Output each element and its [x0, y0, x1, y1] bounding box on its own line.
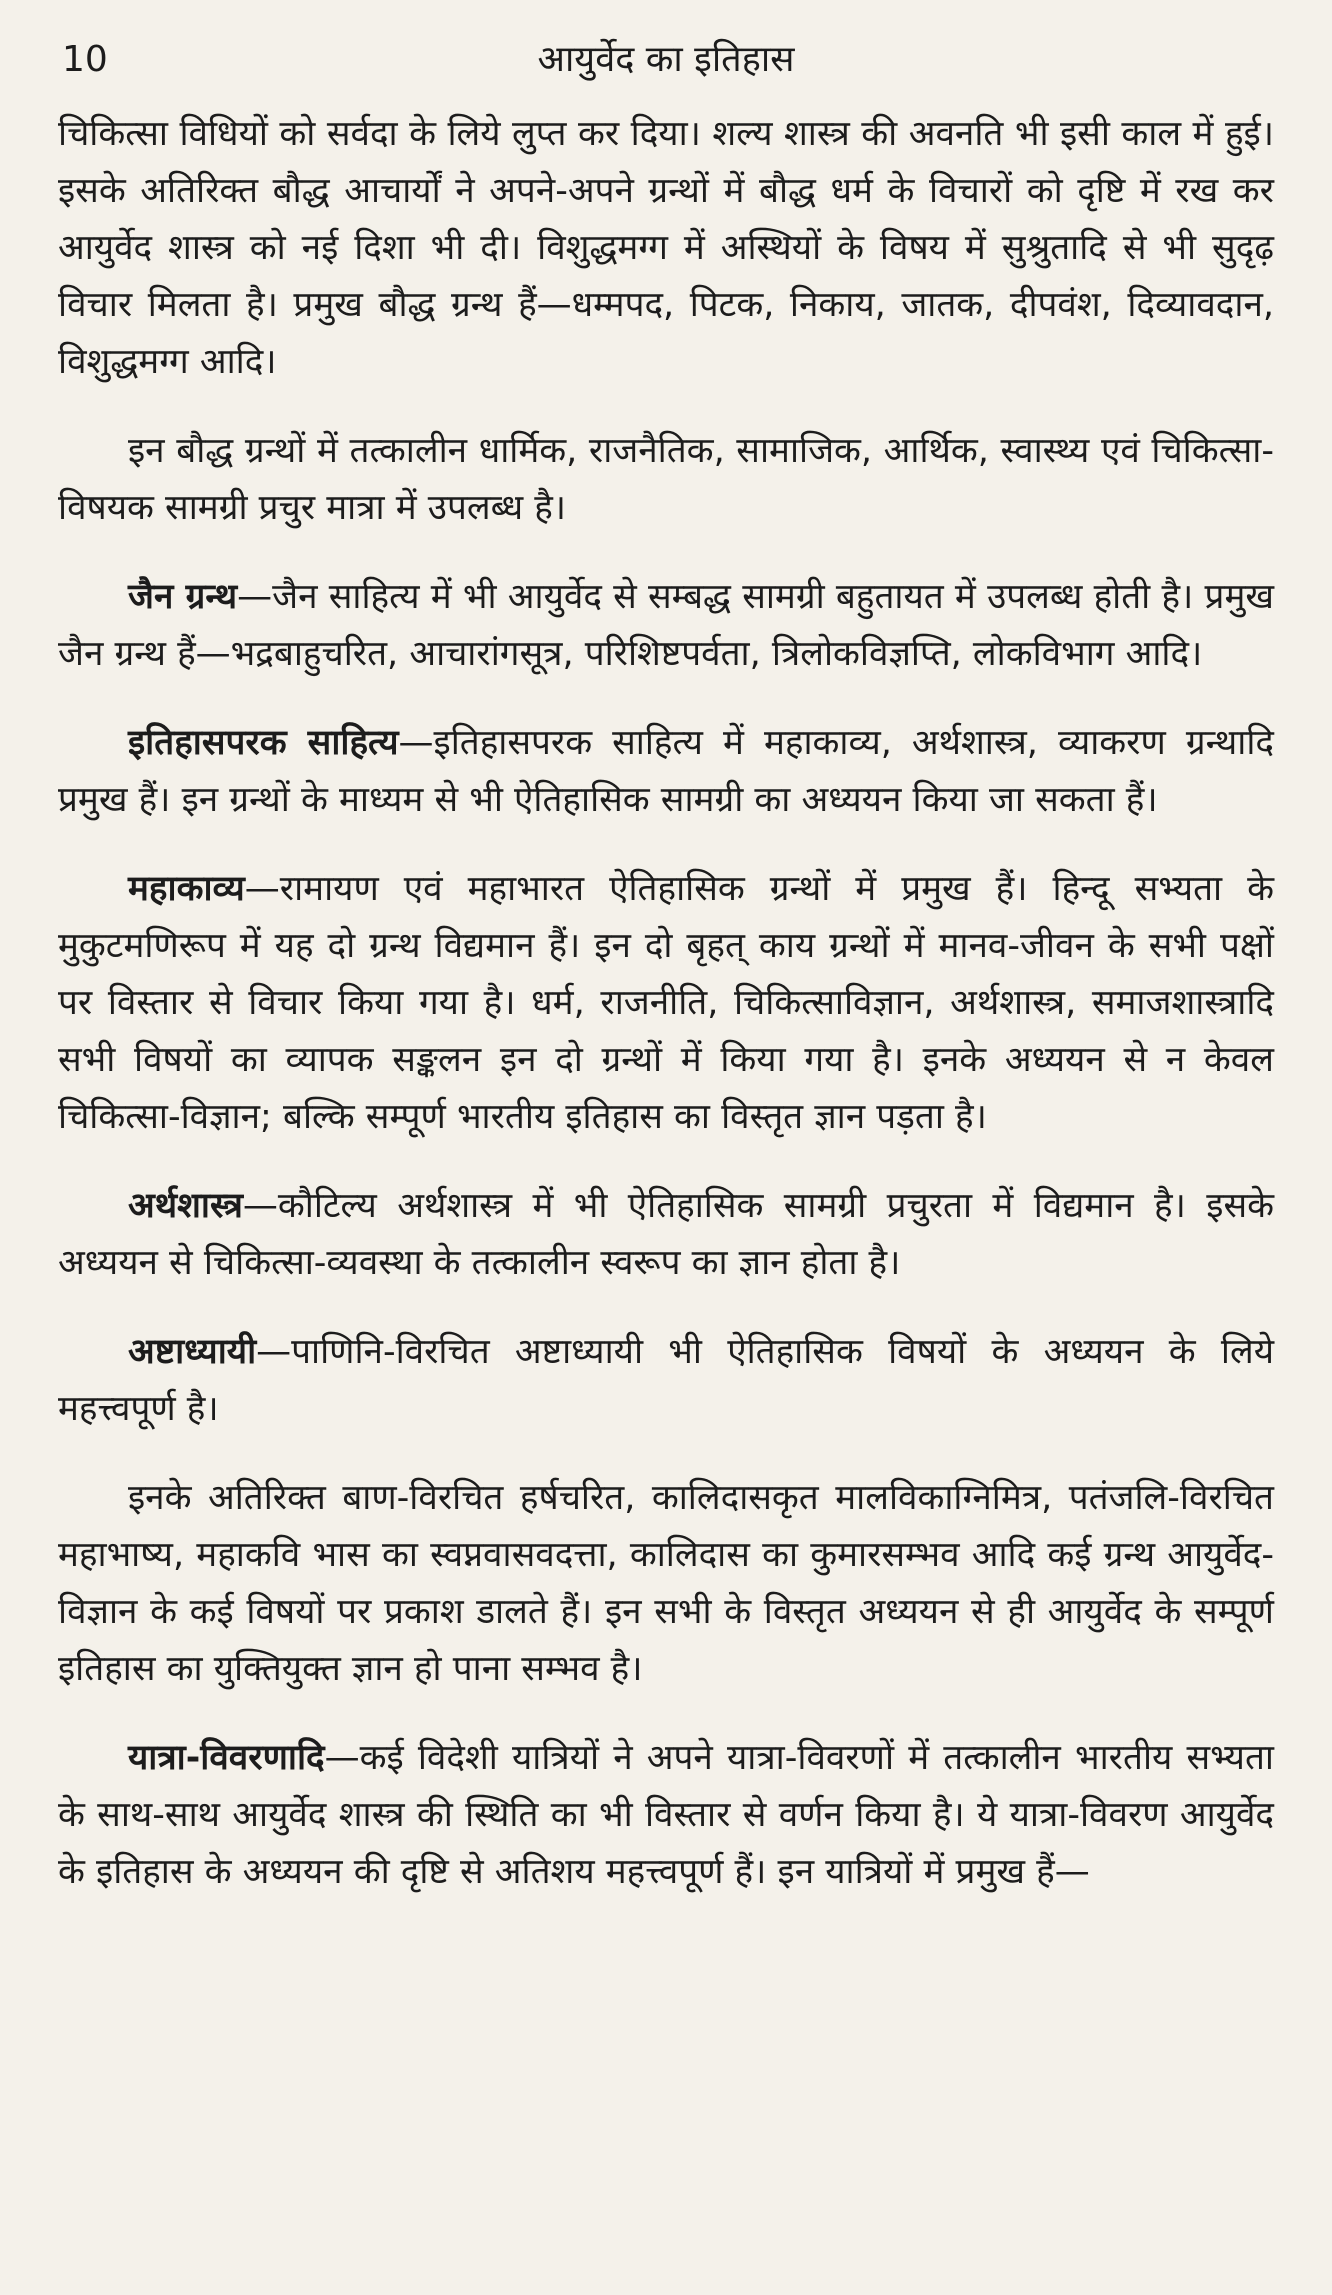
paragraph-term: यात्रा-विवरणादि — [128, 1738, 325, 1778]
paragraph-other-works — [58, 1470, 1274, 1698]
paragraph-text: इनके अतिरिक्त बाण-विरचित हर्षचरित, कालिदासकृत मालविकाग्निमित्र, पतंजलि-विरचित महाभाष्य, महाकवि भास का स्वप्नवासवदत्ता, कालिदास का कुमारसम्भव आदि कई ग्रन्थ आयुर्वेद-विज्ञान के कई विषयों पर प्रकाश डालते हैं। इन सभी के विस्तृत अध्ययन से ही आयुर्वेद के सम्पूर्ण इतिहास का युक्तियुक्त ज्ञान हो पाना सम्भव है। — [58, 1478, 1274, 1689]
paragraph-text: इन बौद्ध ग्रन्थों में तत्कालीन धार्मिक, राजनैतिक, सामाजिक, आर्थिक, स्वास्थ्य एवं चिकित्सा-विषयक सामग्री प्रचुर मात्रा में उपलब्ध है। — [58, 431, 1274, 528]
page-header — [58, 34, 1274, 96]
paragraph-text: —रामायण एवं महाभारत ऐतिहासिक ग्रन्थों में प्रमुख हैं। हिन्दू सभ्यता के मुकुटमणिरूप में यह दो ग्रन्थ विद्यमान हैं। इन दो बृहत् काय ग्रन्थों में मानव-जीवन के सभी पक्षों पर विस्तार से विचार किया गया है। धर्म, राजनीति, चिकित्साविज्ञान, अर्थशास्त्र, समाजशास्त्रादि सभी विषयों का व्यापक सङ्कलन इन दो ग्रन्थों में किया गया है। इनके अध्ययन से न केवल चिकित्सा-विज्ञान; बल्कि सम्पूर्ण भारतीय इतिहास का विस्तृत ज्ञान पड़ता है। — [58, 869, 1274, 1137]
paragraph-ashtadhyayi — [58, 1324, 1274, 1438]
paragraph-term: महाकाव्य — [128, 869, 245, 909]
page-number: 10 — [62, 39, 108, 80]
paragraph-text: —कई विदेशी यात्रियों ने अपने यात्रा-विवरणों में तत्कालीन भारतीय सभ्यता के साथ-साथ आयुर्वेद शास्त्र की स्थिति का भी विस्तार से वर्णन किया है। ये यात्रा-विवरण आयुर्वेद के इतिहास के अध्ययन की दृष्टि से अतिशय महत्त्वपूर्ण हैं। इन यात्रियों में प्रमुख हैं— — [58, 1738, 1274, 1892]
paragraph-text: —कौटिल्य अर्थशास्त्र में भी ऐतिहासिक सामग्री प्रचुरता में विद्यमान है। इसके अध्ययन से चिकित्सा-व्यवस्था के तत्कालीन स्वरूप का ज्ञान होता है। — [58, 1186, 1274, 1283]
paragraph-text: चिकित्सा विधियों को सर्वदा के लिये लुप्त कर दिया। शल्य शास्त्र की अवनति भी इसी काल में हुई। इसके अतिरिक्त बौद्ध आचार्यों ने अपने-अपने ग्रन्थों में बौद्ध धर्म के विचारों को दृष्टि में रख कर आयुर्वेद शास्त्र को नई दिशा भी दी। विशुद्धमग्ग में अस्थियों के विषय में सुश्रुतादि से भी सुदृढ़ विचार मिलता है। प्रमुख बौद्ध ग्रन्थ हैं—धम्मपद, पिटक, निकाय, जातक, दीपवंश, दिव्यावदान, विशुद्धमग्ग आदि। — [58, 114, 1275, 382]
paragraph-term: अर्थशास्त्र — [128, 1186, 243, 1226]
paragraph-jain-granth — [58, 569, 1274, 683]
paragraph-itihasparak-sahitya — [58, 715, 1274, 829]
paragraph-term: इतिहासपरक साहित्य — [128, 723, 399, 763]
paragraph-text: —पाणिनि-विरचित अष्टाध्यायी भी ऐतिहासिक विषयों के अध्ययन के लिये महत्त्वपूर्ण है। — [58, 1332, 1274, 1429]
paragraph-text: —इतिहासपरक साहित्य में महाकाव्य, अर्थशास्त्र, व्याकरण ग्रन्थादि प्रमुख हैं। इन ग्रन्थों के माध्यम से भी ऐतिहासिक सामग्री का अध्ययन किया जा सकता हैं। — [58, 723, 1274, 820]
paragraph-bauddh-granth — [58, 423, 1274, 537]
paragraph-mahakavya — [58, 861, 1274, 1146]
running-head: आयुर्वेद का इतिहास — [537, 39, 795, 80]
paragraph-term: जैन ग्रन्थ — [128, 577, 238, 617]
paragraph-continuation — [58, 106, 1274, 391]
paragraph-text: —जैन साहित्य में भी आयुर्वेद से सम्बद्ध सामग्री बहुतायत में उपलब्ध होती है। प्रमुख जैन ग्रन्थ हैं—भद्रबाहुचरित, आचारांगसूत्र, परिशिष्टपर्वता, त्रिलोकविज्ञप्ति, लोकविभाग आदि। — [58, 577, 1275, 674]
paragraph-term: अष्टाध्यायी — [128, 1332, 257, 1372]
paragraph-yatra-vivaran — [58, 1730, 1274, 1901]
paragraph-arthashastra — [58, 1178, 1274, 1292]
page-body — [58, 106, 1274, 1901]
